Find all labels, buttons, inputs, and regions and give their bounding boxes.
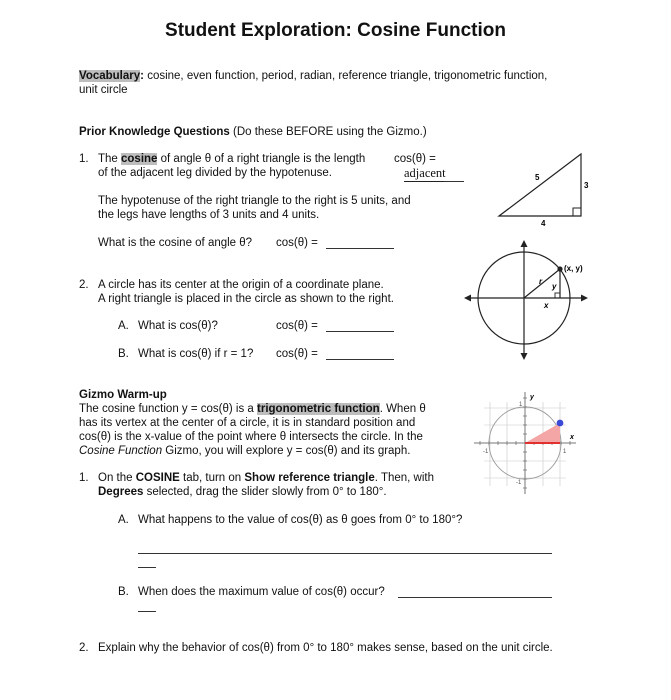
trig-function-term: trigonometric function — [257, 403, 380, 415]
page-title: Student Exploration: Cosine Function — [165, 20, 506, 41]
circle-y-label: y — [552, 282, 557, 291]
circle-point-label: (x, y) — [564, 264, 583, 273]
warmup-q1a-label: A. — [118, 514, 129, 526]
x-axis-left-arrow — [464, 295, 471, 302]
pk-q1-line-1: The cosine of angle θ of a right triangle is the length — [98, 153, 366, 165]
warmup-heading: Gizmo Warm-up — [79, 389, 167, 401]
pk-q2a-label: A. — [118, 320, 129, 332]
formula-underline-ext — [444, 181, 464, 182]
vocabulary-line-2: unit circle — [79, 84, 128, 96]
pk-q2b-answer-prefix: cos(θ) = — [276, 348, 318, 360]
pk-q2a-answer-prefix: cos(θ) = — [276, 320, 318, 332]
warmup-q2-number: 2. — [79, 642, 89, 654]
warmup-line-1: The cosine function y = cos(θ) is a trigonometric function. When θ — [79, 403, 426, 415]
pk-q1-number: 1. — [79, 153, 89, 165]
pk-q1-para-line-1: The hypotenuse of the right triangle to the right is 5 units, and — [98, 195, 411, 207]
triangle-label-base: 4 — [541, 219, 546, 228]
circle-x-label: x — [544, 301, 549, 310]
pk-q2-line-2: A right triangle is placed in the circle as shown to the right. — [98, 293, 394, 305]
warmup-line-4: Cosine Function Gizmo, you will explore y = cos(θ) and its graph. — [79, 445, 411, 457]
unit-circle-figure — [462, 238, 592, 362]
pk-q1-question: What is the cosine of angle θ? — [98, 237, 253, 249]
warmup-q1-line-1: On the COSINE tab, turn on Show reference triangle. Then, with — [98, 472, 435, 484]
right-triangle-figure — [495, 150, 595, 230]
circle-right-angle-mark — [555, 293, 560, 298]
graph-tick-1-right: 1 — [563, 449, 567, 455]
vocabulary-line-1: Vocabulary: cosine, even function, period, radian, reference triangle, trigonometric function, — [79, 70, 548, 82]
vocabulary-terms: cosine, even function, period, radian, reference triangle, trigonometric function, — [144, 70, 548, 82]
right-angle-mark — [573, 208, 581, 216]
graph-x-label: x — [570, 434, 574, 441]
y-axis-top-arrow — [521, 240, 528, 247]
vocabulary-label: Vocabulary — [79, 70, 141, 82]
triangle-shape — [499, 154, 581, 216]
warmup-q1b-label: B. — [118, 586, 129, 598]
graph-tick-neg1-left: -1 — [483, 449, 489, 455]
pk-q2b-answer-blank[interactable] — [326, 359, 394, 360]
warmup-q1-number: 1. — [79, 472, 89, 484]
cosine-formula-top: cos(θ) = — [394, 153, 436, 165]
prior-knowledge-heading: Prior Knowledge Questions (Do these BEFORE using the Gizmo.) — [79, 126, 427, 138]
pk-q2a-answer-blank[interactable] — [326, 331, 394, 332]
warmup-q1a-answer-line-2[interactable] — [138, 567, 156, 568]
pk-q1-line-2: of the adjacent leg divided by the hypotenuse. — [98, 167, 333, 179]
x-axis-right-arrow — [581, 295, 588, 302]
pk-q1-answer-prefix: cos(θ) = — [276, 237, 318, 249]
reference-triangle — [525, 423, 560, 443]
triangle-label-hyp: 5 — [535, 173, 540, 182]
pk-q2a-text: What is cos(θ)? — [138, 320, 218, 332]
angle-point[interactable] — [557, 420, 564, 427]
warmup-q1a-answer-line[interactable] — [138, 553, 552, 554]
y-axis-bottom-arrow — [521, 353, 528, 360]
warmup-q1-line-2: Degrees selected, drag the slider slowly from 0° to 180°. — [98, 486, 387, 498]
cosine-formula-bottom: adjacent — [404, 166, 446, 180]
pk-q1-para-line-2: the legs have lengths of 3 units and 4 units. — [98, 209, 320, 221]
warmup-q1a-text: What happens to the value of cos(θ) as θ goes from 0° to 180°? — [138, 514, 463, 526]
warmup-q1b-answer-line-2[interactable] — [138, 611, 156, 612]
warmup-q2-text: Explain why the behavior of cos(θ) from 0° to 180° makes sense, based on the unit circle. — [98, 642, 553, 654]
pk-q2-line-1: A circle has its center at the origin of a coordinate plane. — [98, 279, 384, 291]
circle-r-label: r — [539, 277, 543, 286]
warmup-q1b-answer-line[interactable] — [398, 597, 552, 598]
pk-q1-answer-blank[interactable] — [326, 248, 394, 249]
warmup-q1b-text: When does the maximum value of cos(θ) occur? — [138, 586, 385, 598]
pk-q2b-label: B. — [118, 348, 129, 360]
cosine-gizmo-graph — [470, 388, 582, 498]
warmup-line-2: has its vertex at the center of a circle, it is in standard position and — [79, 417, 416, 429]
pk-q2-number: 2. — [79, 279, 89, 291]
graph-y-label: y — [530, 394, 534, 401]
triangle-label-vertical: 3 — [584, 181, 589, 190]
graph-tick-neg1-bottom: -1 — [516, 480, 522, 486]
cosine-term: cosine — [121, 153, 158, 165]
warmup-line-3: cos(θ) is the x-value of the point where θ intersects the circle. In the — [79, 431, 423, 443]
pk-q2b-text: What is cos(θ) if r = 1? — [138, 348, 254, 360]
circle-point — [557, 266, 562, 271]
graph-tick-1-top: 1 — [519, 402, 523, 408]
